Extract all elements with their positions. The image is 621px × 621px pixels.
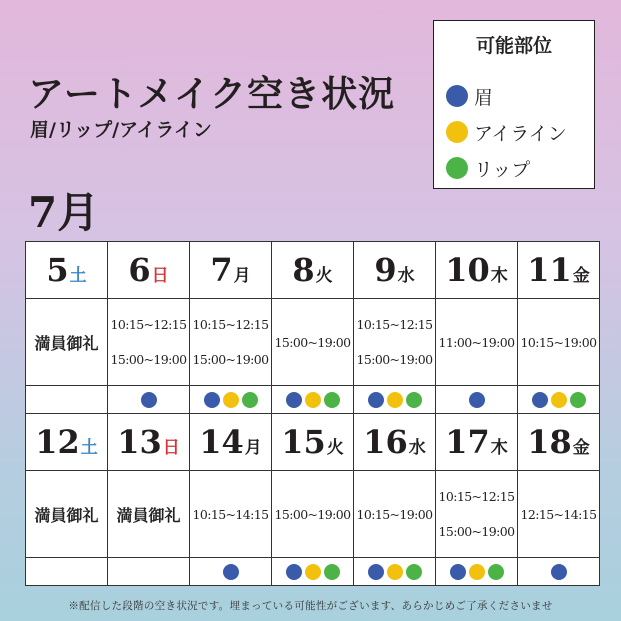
day-number: 13 (117, 423, 162, 461)
weekday-label: 金 (572, 438, 590, 458)
legend-label: 眉 (474, 86, 494, 109)
area-dot-icon (286, 564, 302, 580)
area-dot-icon (469, 564, 485, 580)
time-slot: 15:00~19:00 (438, 524, 515, 539)
fully-booked-label: 満員御礼 (34, 333, 99, 353)
time-slot: 15:00~19:00 (192, 352, 269, 367)
weekday-label: 火 (326, 438, 344, 458)
area-cell (354, 386, 436, 414)
time-slot: 15:00~19:00 (274, 334, 351, 350)
area-cell (272, 558, 354, 586)
date-cell (518, 414, 600, 471)
time-slot: 10:15~12:15 (438, 489, 515, 504)
time-slot: 10:15~19:00 (520, 334, 597, 350)
time-slot: 11:00~19:00 (438, 334, 515, 350)
day-number: 17 (445, 423, 490, 461)
area-cell (108, 558, 190, 586)
weekday-label: 火 (315, 266, 333, 286)
area-dot-icon (305, 564, 321, 580)
area-cell (190, 386, 272, 414)
slot-cell (354, 471, 436, 558)
weekday-label: 月 (233, 266, 251, 286)
weekday-label: 日 (162, 438, 180, 458)
day-number: 16 (363, 423, 408, 461)
date-cell (190, 414, 272, 471)
weekday-label: 木 (490, 266, 508, 286)
date-cell (436, 414, 518, 471)
time-slot: 10:15~14:15 (192, 506, 269, 522)
day-number: 9 (374, 251, 397, 289)
time-slot: 12:15~14:15 (520, 506, 597, 522)
slot-cell (518, 471, 600, 558)
time-slot: 15:00~19:00 (356, 352, 433, 367)
day-number: 14 (199, 423, 244, 461)
day-number: 7 (210, 251, 233, 289)
date-cell (436, 242, 518, 299)
date-cell (26, 414, 108, 471)
time-slot: 10:15~19:00 (356, 506, 433, 522)
eyeliner-dot-icon (446, 121, 468, 143)
eyebrow-dot-icon (446, 85, 468, 107)
area-dot-icon (406, 392, 422, 408)
day-number: 11 (527, 251, 572, 289)
weekday-label: 土 (80, 438, 98, 458)
area-dot-icon (532, 392, 548, 408)
date-cell (272, 414, 354, 471)
area-cell (436, 386, 518, 414)
area-dot-icon (450, 564, 466, 580)
weekday-label: 木 (490, 438, 508, 458)
lip-dot-icon (446, 157, 468, 179)
slot-cell (190, 299, 272, 386)
schedule-calendar (25, 241, 600, 586)
weekday-label: 水 (397, 266, 415, 286)
area-dot-icon (204, 392, 220, 408)
slot-cell (190, 471, 272, 558)
weekday-label: 土 (69, 266, 87, 286)
area-dot-icon (406, 564, 422, 580)
date-cell (354, 414, 436, 471)
area-cell (190, 558, 272, 586)
date-cell (190, 242, 272, 299)
slot-cell (272, 471, 354, 558)
area-dot-icon (387, 392, 403, 408)
area-dot-icon (242, 392, 258, 408)
slot-cell (436, 471, 518, 558)
slot-cell (272, 299, 354, 386)
slot-cell (108, 471, 190, 558)
area-dot-icon (570, 392, 586, 408)
time-slot: 15:00~19:00 (274, 506, 351, 522)
page-subtitle: 眉/リップ/アイライン (30, 119, 212, 141)
weekday-label: 日 (151, 266, 169, 286)
footer-note: ※配信した段階の空き状況です。埋まっている可能性がございます、あらかじめご了承くださいませ (68, 600, 553, 612)
date-cell (108, 242, 190, 299)
time-slot: 10:15~12:15 (110, 317, 187, 332)
legend-title: 可能部位 (475, 35, 552, 57)
time-slot: 15:00~19:00 (110, 352, 187, 367)
slot-cell (26, 471, 108, 558)
date-cell (26, 242, 108, 299)
slot-cell (354, 299, 436, 386)
area-dot-icon (469, 392, 485, 408)
day-number: 15 (281, 423, 326, 461)
area-dot-icon (305, 392, 321, 408)
legend-item-eyeliner (446, 119, 567, 145)
area-cell (354, 558, 436, 586)
legend-label: アイライン (474, 122, 567, 145)
slot-cell (108, 299, 190, 386)
fully-booked-label: 満員御礼 (116, 505, 181, 525)
weekday-label: 水 (408, 438, 426, 458)
area-dot-icon (141, 392, 157, 408)
area-cell (436, 558, 518, 586)
fully-booked-label: 満員御礼 (34, 505, 99, 525)
area-dot-icon (324, 564, 340, 580)
slot-cell (436, 299, 518, 386)
weekday-label: 月 (244, 438, 262, 458)
area-dot-icon (286, 392, 302, 408)
area-dot-icon (368, 564, 384, 580)
page-title: アートメイク空き状況 (28, 73, 396, 115)
day-number: 10 (445, 251, 490, 289)
slot-cell (26, 299, 108, 386)
date-cell (518, 242, 600, 299)
area-cell (26, 386, 108, 414)
area-dot-icon (223, 392, 239, 408)
day-number: 6 (128, 251, 151, 289)
legend-item-eyebrow (446, 83, 493, 109)
area-cell (108, 386, 190, 414)
area-cell (272, 386, 354, 414)
date-cell (108, 414, 190, 471)
area-cell (518, 558, 600, 586)
area-dot-icon (551, 564, 567, 580)
area-dot-icon (324, 392, 340, 408)
day-number: 5 (46, 251, 69, 289)
area-dot-icon (488, 564, 504, 580)
area-dot-icon (368, 392, 384, 408)
slot-cell (518, 299, 600, 386)
day-number: 12 (35, 423, 80, 461)
legend-box (433, 20, 595, 189)
month-label: 7月 (28, 188, 100, 237)
date-cell (272, 242, 354, 299)
area-cell (518, 386, 600, 414)
time-slot: 10:15~12:15 (192, 317, 269, 332)
area-dot-icon (223, 564, 239, 580)
weekday-label: 金 (572, 266, 590, 286)
area-dot-icon (387, 564, 403, 580)
legend-item-lip (446, 155, 530, 181)
area-dot-icon (551, 392, 567, 408)
date-cell (354, 242, 436, 299)
time-slot: 10:15~12:15 (356, 317, 433, 332)
day-number: 18 (527, 423, 572, 461)
legend-label: リップ (474, 158, 531, 181)
day-number: 8 (292, 251, 315, 289)
area-cell (26, 558, 108, 586)
